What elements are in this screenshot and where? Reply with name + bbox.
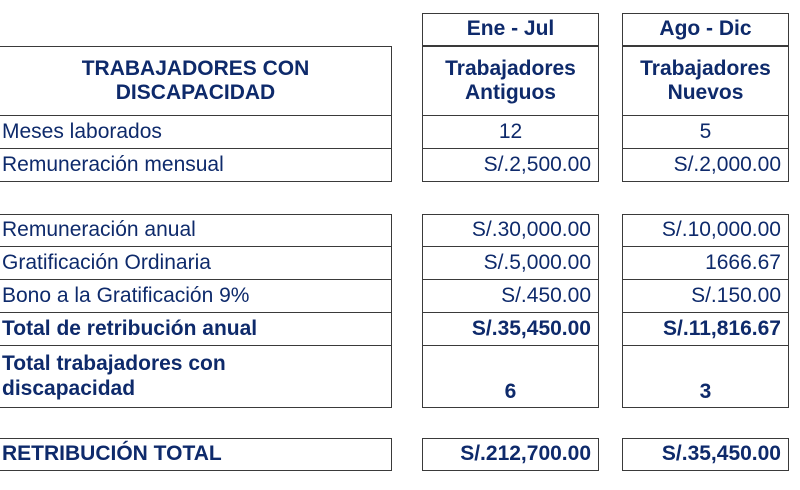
row-value-text: S/.10,000.00 <box>661 218 781 242</box>
row-label-meses <box>0 116 392 149</box>
period-header-a <box>422 13 599 46</box>
row-value-text: S/.2,500.00 <box>483 152 591 176</box>
row-value-text: 3 <box>699 379 712 403</box>
row-label-remuneracion-mensual <box>0 149 392 182</box>
row-value-text: S/.150.00 <box>691 283 781 307</box>
row-value-text: S/.11,816.67 <box>663 316 781 340</box>
row-value-b-total-trabajadores <box>622 346 789 408</box>
column-a-line1: Trabajadores <box>445 56 576 80</box>
row-value-a-remuneracion-mensual <box>422 149 599 182</box>
row-value-a-total-trabajadores <box>422 346 599 408</box>
row-value-b-meses <box>622 116 789 149</box>
total-value-text: S/.212,700.00 <box>460 442 591 466</box>
row-value-text: 5 <box>699 119 712 143</box>
row-value-text: S/.2,000.00 <box>673 152 781 176</box>
row-label-total-anual <box>0 313 392 346</box>
period-header-b <box>622 13 789 46</box>
table-title-line2: DISCAPACIDAD <box>115 81 276 104</box>
row-value-b-bono <box>622 280 789 313</box>
column-a-line2: Antiguos <box>465 81 556 104</box>
row-label-gratificacion <box>0 247 392 280</box>
period-b-label: Ago - Dic <box>659 17 752 41</box>
row-value-text: 1666.67 <box>705 250 781 274</box>
row-value-a-remuneracion-anual <box>422 214 599 247</box>
row-label-text: Total de retribución anual <box>2 316 258 340</box>
total-label-text: RETRIBUCIÓN TOTAL <box>2 442 222 466</box>
column-b-line1: Trabajadores <box>640 56 771 80</box>
row-value-text: 6 <box>504 379 517 403</box>
period-a-label: Ene - Jul <box>466 17 555 41</box>
column-b-line2: Nuevos <box>667 81 744 104</box>
row-value-b-total-anual <box>622 313 789 346</box>
row-label-remuneracion-anual <box>0 214 392 247</box>
row-label-text: Remuneración mensual <box>2 152 224 176</box>
table-title <box>0 46 392 116</box>
total-value-a <box>422 438 599 471</box>
row-label-total-trabajadores <box>0 346 392 408</box>
table-title-line1: TRABAJADORES CON <box>81 56 310 80</box>
row-value-text: S/.450.00 <box>501 283 591 307</box>
row-value-text: S/.30,000.00 <box>471 218 591 242</box>
row-value-a-gratificacion <box>422 247 599 280</box>
column-header-b <box>622 46 789 116</box>
row-value-text: 12 <box>498 119 523 143</box>
row-value-b-remuneracion-anual <box>622 214 789 247</box>
row-value-a-total-anual <box>422 313 599 346</box>
row-label-text: Bono a la Gratificación 9% <box>2 283 250 307</box>
row-value-a-bono <box>422 280 599 313</box>
row-label-line2: discapacidad <box>2 376 136 400</box>
total-value-b <box>622 438 789 471</box>
row-label-text: Gratificación Ordinaria <box>2 250 211 274</box>
row-label-line1: Total trabajadores con <box>2 352 226 376</box>
row-label-text: Meses laborados <box>2 119 162 143</box>
row-value-a-meses <box>422 116 599 149</box>
row-label-text: Remuneración anual <box>2 218 196 242</box>
total-label <box>0 438 392 471</box>
row-value-b-gratificacion <box>622 247 789 280</box>
row-value-b-remuneracion-mensual <box>622 149 789 182</box>
column-header-a <box>422 46 599 116</box>
total-value-text: S/.35,450.00 <box>661 442 781 466</box>
row-value-text: S/.35,450.00 <box>471 316 591 340</box>
row-value-text: S/.5,000.00 <box>483 250 591 274</box>
row-label-bono <box>0 280 392 313</box>
